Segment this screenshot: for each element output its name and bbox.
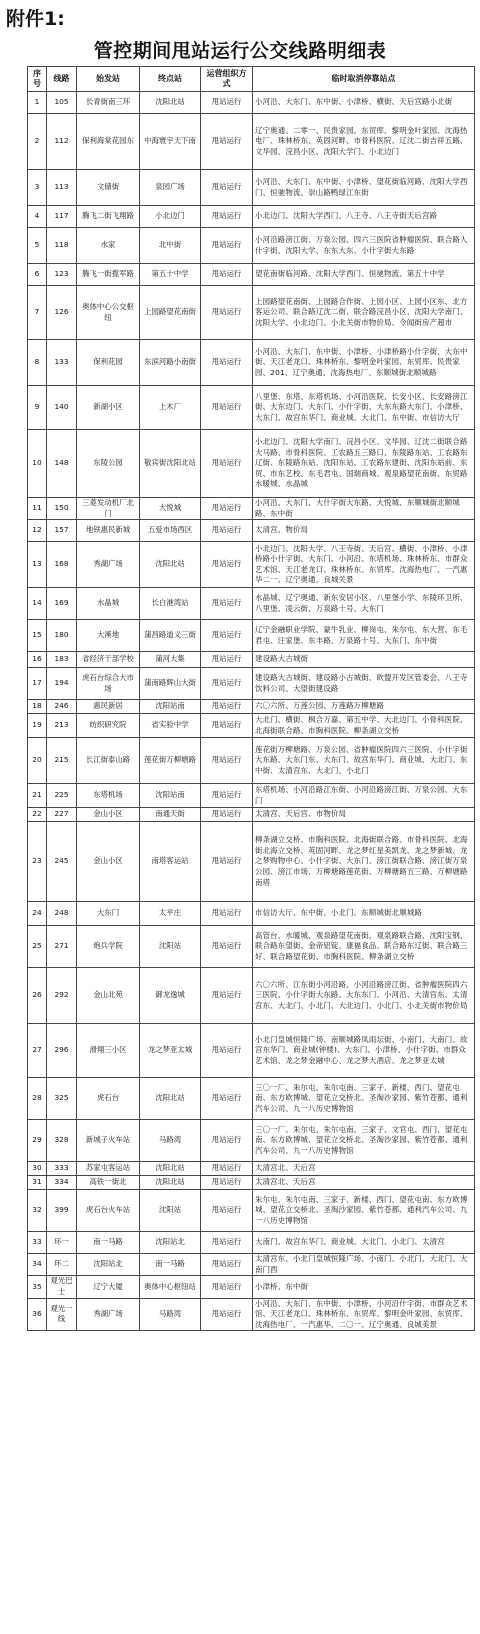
cell-end: 沈阳北站 [140, 542, 201, 588]
cell-no: 33 [28, 1232, 47, 1254]
cell-no: 29 [28, 1120, 47, 1162]
cell-no: 5 [28, 228, 47, 264]
cell-line: 123 [47, 264, 77, 286]
table-row [28, 738, 475, 784]
table-row [28, 286, 475, 340]
table-row [28, 926, 475, 968]
cell-mode: 甩站运行 [201, 784, 253, 808]
cell-mode: 甩站运行 [201, 286, 253, 340]
cell-end: 太平庄 [140, 902, 201, 926]
cell-line: 169 [47, 588, 77, 620]
cell-stops: 三〇一厂、朱尔屯、朱尔屯南、三家子、文官屯、西门、望花屯南、东方欧博城、望花立交桥北、圣淘沙家园、紫竹苍都、通利汽车公司、九一八历史博物馆 [253, 1120, 475, 1162]
cell-end: 南一马路 [140, 1254, 201, 1276]
table-row [28, 1120, 475, 1162]
cell-end: 御龙逸城 [140, 968, 201, 1024]
cell-start: 纺织研究院 [77, 714, 140, 738]
cell-no: 4 [28, 206, 47, 228]
cell-mode: 甩站运行 [201, 808, 253, 822]
cell-stops: 小北边门、沈阳大学南门、浣昌小区、文华园、辽沈二街联合路大马路、市骨科医院、工农路五三路口、东陵路东站、工农路东辽街、东陵路东站、沈阳东站、工农路东建街、沈阳东站前、东贸、市东艺校、东毛君屯、国瑞商城、观泉路望花南街、东贸路水暖城、水晶城 [253, 430, 475, 498]
cell-mode: 甩站运行 [201, 1190, 253, 1232]
cell-end: 上木厂 [140, 386, 201, 430]
cell-mode: 甩站运行 [201, 588, 253, 620]
table-row [28, 340, 475, 386]
cell-line: 133 [47, 340, 77, 386]
table-row [28, 264, 475, 286]
cell-start: 惠民新居 [77, 700, 140, 714]
table-row [28, 430, 475, 498]
cell-no: 15 [28, 620, 47, 652]
cell-start: 文储街 [77, 170, 140, 206]
cell-stops: 小河沿路滂江街、万泉公园、四六三医院省肿瘤医院、联合路人什字街、沈阳大学、东东大东、小什字街大东路 [253, 228, 475, 264]
cell-end: 长白港湾站 [140, 588, 201, 620]
cell-line: 126 [47, 286, 77, 340]
cell-mode: 甩站运行 [201, 264, 253, 286]
cell-end: 大悦城 [140, 498, 201, 520]
cell-end: 沈阳北站 [140, 1162, 201, 1176]
cell-end: 蒲昌路道义三街 [140, 620, 201, 652]
table-row [28, 114, 475, 170]
cell-mode: 甩站运行 [201, 652, 253, 668]
table-body [28, 92, 475, 1331]
cell-start: 新城子火车站 [77, 1120, 140, 1162]
cell-no: 11 [28, 498, 47, 520]
cell-start: 金山小区 [77, 808, 140, 822]
cell-end: 五爱市场西区 [140, 520, 201, 542]
cell-end: 马路湾 [140, 1298, 201, 1331]
cell-line: 296 [47, 1024, 77, 1078]
cell-mode: 甩站运行 [201, 114, 253, 170]
header-stops: 临时取消停靠站点 [253, 67, 475, 92]
cell-no: 13 [28, 542, 47, 588]
header-no: 序号 [28, 67, 47, 92]
cell-mode: 甩站运行 [201, 968, 253, 1024]
cell-no: 31 [28, 1176, 47, 1190]
cell-start: 苏家屯客运站 [77, 1162, 140, 1176]
cell-start: 南一马路 [77, 1232, 140, 1254]
annex-label: 附件1: [6, 8, 65, 30]
cell-start: 长江街泰山路 [77, 738, 140, 784]
cell-end: 马路湾 [140, 1120, 201, 1162]
cell-stops: 六〇六所、万莲公园、万莲路万柳塘路 [253, 700, 475, 714]
cell-mode: 甩站运行 [201, 542, 253, 588]
cell-line: 157 [47, 520, 77, 542]
cell-stops: 太清宫、物价局 [253, 520, 475, 542]
cell-no: 18 [28, 700, 47, 714]
cell-start: 炮兵学院 [77, 926, 140, 968]
cell-start: 辽宁大厦 [77, 1276, 140, 1298]
cell-start: 水家 [77, 228, 140, 264]
cell-start: 地铁惠民新城 [77, 520, 140, 542]
cell-no: 8 [28, 340, 47, 386]
cell-stops: 东塔机场、小河沿路江东街、小河沿路滂江街、万泉公园、大东门 [253, 784, 475, 808]
cell-start: 东陵公园 [77, 430, 140, 498]
cell-end: 蒲南路辉山大街 [140, 668, 201, 700]
cell-start: 新湖小区 [77, 386, 140, 430]
cell-no: 6 [28, 264, 47, 286]
table-row [28, 386, 475, 430]
cell-line: 215 [47, 738, 77, 784]
cell-stops: 辽宁奥通、二零一、民贵家园、东贸库、黎明金叶家园、沈海热电厂、珠林桥东、英固河畔、市骨科医院、辽沈二街吉祥五路、文华园、浣昌小区、沈阳大学门、小北边门 [253, 114, 475, 170]
cell-start: 金山北苑 [77, 968, 140, 1024]
cell-stops: 柳条湖立交桥、市胸科医院、北海街联合路、市骨科医院、北海街北海立交桥、英固河畔、龙之梦红星美凯龙、龙之梦新城、龙之梦购物中心、小什字街、大东门、滂江街联合路、滂江街万泉公园、滂江市场、万柳塘路莲花街、万柳塘路五三路、万柳塘路南塔 [253, 822, 475, 902]
cell-no: 17 [28, 668, 47, 700]
cell-mode: 甩站运行 [201, 92, 253, 114]
cell-line: 117 [47, 206, 77, 228]
cell-start: 滑翔三小区 [77, 1024, 140, 1078]
cell-end: 敬宾街沈阳北站 [140, 430, 201, 498]
cell-line: 225 [47, 784, 77, 808]
cell-line: 271 [47, 926, 77, 968]
cell-no: 12 [28, 520, 47, 542]
table-row [28, 668, 475, 700]
cell-no: 9 [28, 386, 47, 430]
cell-end: 沈阳站南 [140, 700, 201, 714]
cell-mode: 甩站运行 [201, 1176, 253, 1190]
cell-start: 腾飞二街飞翔路 [77, 206, 140, 228]
cell-start: 保利花园 [77, 340, 140, 386]
cell-end: 上园路望花南街 [140, 286, 201, 340]
cell-end: 东滨河路小南街 [140, 340, 201, 386]
table-row [28, 588, 475, 620]
cell-start: 秀湖广场 [77, 542, 140, 588]
cell-mode: 甩站运行 [201, 340, 253, 386]
cell-no: 3 [28, 170, 47, 206]
cell-end: 沈阳站北 [140, 1232, 201, 1254]
table-row [28, 714, 475, 738]
cell-line: 113 [47, 170, 77, 206]
table-row [28, 784, 475, 808]
cell-end: 省实验中学 [140, 714, 201, 738]
cell-line: 观光巴士 [47, 1276, 77, 1298]
cell-mode: 甩站运行 [201, 206, 253, 228]
cell-no: 26 [28, 968, 47, 1024]
cell-start: 大东门 [77, 902, 140, 926]
cell-stops: 大北门、横街、枫合万嘉、第五中学、大北边门、小骨科医院、北海街联合路、市胸科医院、柳条湖立交桥 [253, 714, 475, 738]
cell-end: 南塔客运站 [140, 822, 201, 902]
header-end: 终点站 [140, 67, 201, 92]
cell-line: 环二 [47, 1254, 77, 1276]
cell-end: 龙之梦亚太城 [140, 1024, 201, 1078]
table-row [28, 808, 475, 822]
cell-stops: 小北边门、沈阳大学西门、八王寺、八王寺街天后宫路 [253, 206, 475, 228]
cell-start: 金山小区 [77, 822, 140, 902]
cell-start: 省经济干部学校 [77, 652, 140, 668]
cell-start: 水晶城 [77, 588, 140, 620]
cell-line: 118 [47, 228, 77, 264]
cell-no: 1 [28, 92, 47, 114]
table-row [28, 92, 475, 114]
table-row [28, 520, 475, 542]
header-line: 线路 [47, 67, 77, 92]
cell-no: 7 [28, 286, 47, 340]
cell-no: 25 [28, 926, 47, 968]
header-mode: 运营组织方式 [201, 67, 253, 92]
cell-start: 虎石台火车站 [77, 1190, 140, 1232]
cell-stops: 大南门、故宫东华门、商业城、大北门、小北门、太清宫 [253, 1232, 475, 1254]
cell-stops: 太清宫北、天后宫 [253, 1176, 475, 1190]
cell-mode: 甩站运行 [201, 902, 253, 926]
cell-line: 245 [47, 822, 77, 902]
cell-stops: 太清宫北、天后宫 [253, 1162, 475, 1176]
table-header-row [28, 67, 475, 92]
header-start: 始发站 [77, 67, 140, 92]
cell-mode: 甩站运行 [201, 1024, 253, 1078]
cell-end: 泉园广场 [140, 170, 201, 206]
cell-line: 148 [47, 430, 77, 498]
table-row [28, 1254, 475, 1276]
cell-line: 150 [47, 498, 77, 520]
table-row [28, 498, 475, 520]
cell-mode: 甩站运行 [201, 228, 253, 264]
table-row [28, 1162, 475, 1176]
cell-line: 246 [47, 700, 77, 714]
cell-stops: 六〇六所、江东街小河沿路、小河沿路滂江街、省肿瘤医院四六三医院、小什字街大东路、大东东门、小河沿、大清宫东、太清宫东、大北门、小北门、大北边门、小北门、小北关街市物价局 [253, 968, 475, 1024]
cell-mode: 甩站运行 [201, 170, 253, 206]
cell-stops: 小北门皇城恒隆广场、南顺城路凤雨坛街、小南门、大南门、故宫东华门、商业城(钟楼)、大东门、小津桥、小什字街、市群众艺术馆、龙之梦金融中心、龙之梦大酒店、龙之梦亚太城 [253, 1024, 475, 1078]
cell-line: 213 [47, 714, 77, 738]
cell-start: 虎石台 [77, 1078, 140, 1120]
cell-stops: 三〇一厂、朱尔屯、朱尔屯南、三家子、新楼、西门、望花屯南、东方欧博城、望花立交桥北、圣淘沙家园、紫竹苍都、通利汽车公司、九一八历史博物馆 [253, 1078, 475, 1120]
cell-start: 大溪地 [77, 620, 140, 652]
cell-no: 34 [28, 1254, 47, 1276]
page-title: 管控期间甩站运行公交线路明细表 [93, 40, 387, 62]
cell-line: 248 [47, 902, 77, 926]
cell-mode: 甩站运行 [201, 822, 253, 902]
cell-no: 24 [28, 902, 47, 926]
cell-no: 2 [28, 114, 47, 170]
cell-line: 194 [47, 668, 77, 700]
cell-stops: 建设路大古城街、建设路小古城街、欧盟开发区管委会、八王寺饮料公司、大望街建设路 [253, 668, 475, 700]
cell-no: 20 [28, 738, 47, 784]
cell-no: 27 [28, 1024, 47, 1078]
table-row [28, 620, 475, 652]
table-row [28, 1176, 475, 1190]
cell-stops: 小河沿、大东门、大什字街大东路、大悦城、东顺城街北顺城路、东中街 [253, 498, 475, 520]
cell-no: 10 [28, 430, 47, 498]
cell-stops: 望花南街临河路、沈阳大学西门、恒驰物流、第五十中学 [253, 264, 475, 286]
cell-no: 32 [28, 1190, 47, 1232]
cell-start: 三菱发动机厂北门 [77, 498, 140, 520]
cell-end: 莲花街万柳塘路 [140, 738, 201, 784]
cell-start: 虎石台综合大市场 [77, 668, 140, 700]
cell-end: 沈阳站 [140, 926, 201, 968]
cell-line: 105 [47, 92, 77, 114]
table-row [28, 170, 475, 206]
table-row [28, 1078, 475, 1120]
cell-mode: 甩站运行 [201, 668, 253, 700]
cell-no: 28 [28, 1078, 47, 1120]
cell-line: 325 [47, 1078, 77, 1120]
cell-line: 观光一线 [47, 1298, 77, 1331]
cell-stops: 辽宁金融职业学院、蒙牛乳业、柳岗屯、朱尔屯、东大营、东毛君屯、汪家堡、东丰路、万泉路十号、大东门、东中街 [253, 620, 475, 652]
cell-end: 沈阳站 [140, 1190, 201, 1232]
table-row [28, 1024, 475, 1078]
cell-mode: 甩站运行 [201, 498, 253, 520]
table-row [28, 652, 475, 668]
cell-stops: 小津桥、东中街 [253, 1276, 475, 1298]
cell-mode: 甩站运行 [201, 700, 253, 714]
cell-mode: 甩站运行 [201, 738, 253, 784]
cell-line: 292 [47, 968, 77, 1024]
cell-start: 保利海棠花园东 [77, 114, 140, 170]
cell-line: 399 [47, 1190, 77, 1232]
cell-line: 333 [47, 1162, 77, 1176]
cell-end: 北中街 [140, 228, 201, 264]
cell-no: 35 [28, 1276, 47, 1298]
cell-stops: 上园路望花南街、上园路合作街、上园小区、上园小区东、北方客运公司、联合路辽沈二街、联合路浣昌小区、沈阳大学南门、沈阳大学、小北边门、小北关街市物价局、令闻街房产超市 [253, 286, 475, 340]
cell-mode: 甩站运行 [201, 1120, 253, 1162]
cell-end: 中海寰宇天下南 [140, 114, 201, 170]
cell-end: 奥体中心枢纽站 [140, 1276, 201, 1298]
table-row [28, 206, 475, 228]
cell-stops: 太清宫、天后宫、市物价局 [253, 808, 475, 822]
table-row [28, 700, 475, 714]
cell-mode: 甩站运行 [201, 714, 253, 738]
cell-stops: 八里堡、东塔、东塔机场、小河沿医院、长安小区、长安路滂江街、大东边门、大东门、小什字街、大东东路大东门、小津桥、大东门、故宫东华门、商业城、大北门、东中街、市信访大厅 [253, 386, 475, 430]
cell-stops: 小河沿、大东门、东中街、小津桥、望花街临河路、沈阳大学西门、恒驰物流、崇山路鸭绿江东街 [253, 170, 475, 206]
cell-no: 30 [28, 1162, 47, 1176]
cell-mode: 甩站运行 [201, 1232, 253, 1254]
cell-mode: 甩站运行 [201, 520, 253, 542]
cell-end: 沈阳北站 [140, 92, 201, 114]
cell-mode: 甩站运行 [201, 430, 253, 498]
cell-line: 112 [47, 114, 77, 170]
table-row [28, 1298, 475, 1331]
cell-line: 227 [47, 808, 77, 822]
cell-no: 16 [28, 652, 47, 668]
cell-stops: 小北边门、沈阳大学、八王寺街、天后宫、横街、小津桥、小津桥路小什字街、大东门、小河沿、东塔机场、珠林桥东、市群众艺术馆、天江老龙口、珠林桥东、东贸库、沈海热电厂、一汽惠华二一、辽宁奥通、良城关景 [253, 542, 475, 588]
cell-start: 奥体中心公交枢纽 [77, 286, 140, 340]
cell-mode: 甩站运行 [201, 1254, 253, 1276]
cell-no: 36 [28, 1298, 47, 1331]
cell-end: 南通天街 [140, 808, 201, 822]
table-row [28, 902, 475, 926]
cell-start: 高铁一街北 [77, 1176, 140, 1190]
cell-mode: 甩站运行 [201, 620, 253, 652]
cell-line: 140 [47, 386, 77, 430]
cell-end: 沈阳北站 [140, 1176, 201, 1190]
cell-end: 沈阳站南 [140, 784, 201, 808]
cell-line: 180 [47, 620, 77, 652]
cell-line: 328 [47, 1120, 77, 1162]
table-row [28, 542, 475, 588]
cell-no: 23 [28, 822, 47, 902]
cell-end: 小北边门 [140, 206, 201, 228]
cell-stops: 朱尔屯、朱尔屯南、三家子、新楼、西门、望花屯南、东方欧博城、望花立交桥北、圣淘沙家园、紫竹苍都、通利汽车公司、九一八历史博物馆 [253, 1190, 475, 1232]
cell-mode: 甩站运行 [201, 926, 253, 968]
cell-no: 22 [28, 808, 47, 822]
cell-stops: 小河沿、大东门、东中街、小津桥、小河沿什字街、市群众艺术馆、天江老龙口、珠林桥东、东贸库、黎明金叶家园、东贸库、沈海热电厂、一汽惠华、二〇一、辽宁奥通、良城美景 [253, 1298, 475, 1331]
cell-line: 183 [47, 652, 77, 668]
cell-mode: 甩站运行 [201, 1276, 253, 1298]
cell-mode: 甩站运行 [201, 386, 253, 430]
cell-mode: 甩站运行 [201, 1162, 253, 1176]
table-row [28, 968, 475, 1024]
table-row [28, 1190, 475, 1232]
table-row [28, 228, 475, 264]
cell-end: 沈阳北站 [140, 1078, 201, 1120]
table-row [28, 1232, 475, 1254]
table-row [28, 1276, 475, 1298]
cell-line: 168 [47, 542, 77, 588]
cell-stops: 建设路大古城街 [253, 652, 475, 668]
cell-mode: 甩站运行 [201, 1078, 253, 1120]
cell-end: 第五十中学 [140, 264, 201, 286]
cell-stops: 太清宫东、小北门皇城恒隆广场、小南门、小北门、大北门、大南门西 [253, 1254, 475, 1276]
cell-start: 腾飞一街揽军路 [77, 264, 140, 286]
cell-stops: 小河沿、大东门、东中街、小津桥、小津桥路小什字街、大东中街、天江老龙口、珠林桥东、黎明金叶家园、东贸库、民贵家园、201、辽宁奥通、沈海热电厂、东顺城街北顺城路 [253, 340, 475, 386]
cell-start: 东塔机场 [77, 784, 140, 808]
cell-mode: 甩站运行 [201, 1298, 253, 1331]
cell-stops: 水晶城、辽宁奥通、新东安居小区、八里堡小学、东陵环卫所、八里堡、凌云街、万泉路十号、大东门 [253, 588, 475, 620]
cell-no: 19 [28, 714, 47, 738]
cell-no: 14 [28, 588, 47, 620]
route-table [27, 66, 475, 1331]
cell-stops: 高管台、水暖城、观泉路望花南街、观泉路联合路、沈阳宝钢、联合路东望街、金帝铝锭、康福食品、联合路东辽街、联合路三好、联合路望花街、市胸科医院、柳条湖立交桥 [253, 926, 475, 968]
cell-stops: 莲花街万柳塘路、万泉公园、省肿瘤医院四六三医院、小什字街大东路、大东门东、大东门、故宫东华门、商业城、大北门、东中街、太清宫东、大北门、小北门 [253, 738, 475, 784]
table-row [28, 822, 475, 902]
cell-line: 环一 [47, 1232, 77, 1254]
cell-stops: 市信访大厅、东中街、小北门、东顺城街北顺城路 [253, 902, 475, 926]
cell-no: 21 [28, 784, 47, 808]
cell-start: 长青街南三环 [77, 92, 140, 114]
cell-end: 蒲河大集 [140, 652, 201, 668]
cell-line: 334 [47, 1176, 77, 1190]
cell-start: 沈阳站北 [77, 1254, 140, 1276]
cell-stops: 小河沿、大东门、东中街、小津桥、横街、天后宫路小北街 [253, 92, 475, 114]
cell-start: 秀湖广场 [77, 1298, 140, 1331]
